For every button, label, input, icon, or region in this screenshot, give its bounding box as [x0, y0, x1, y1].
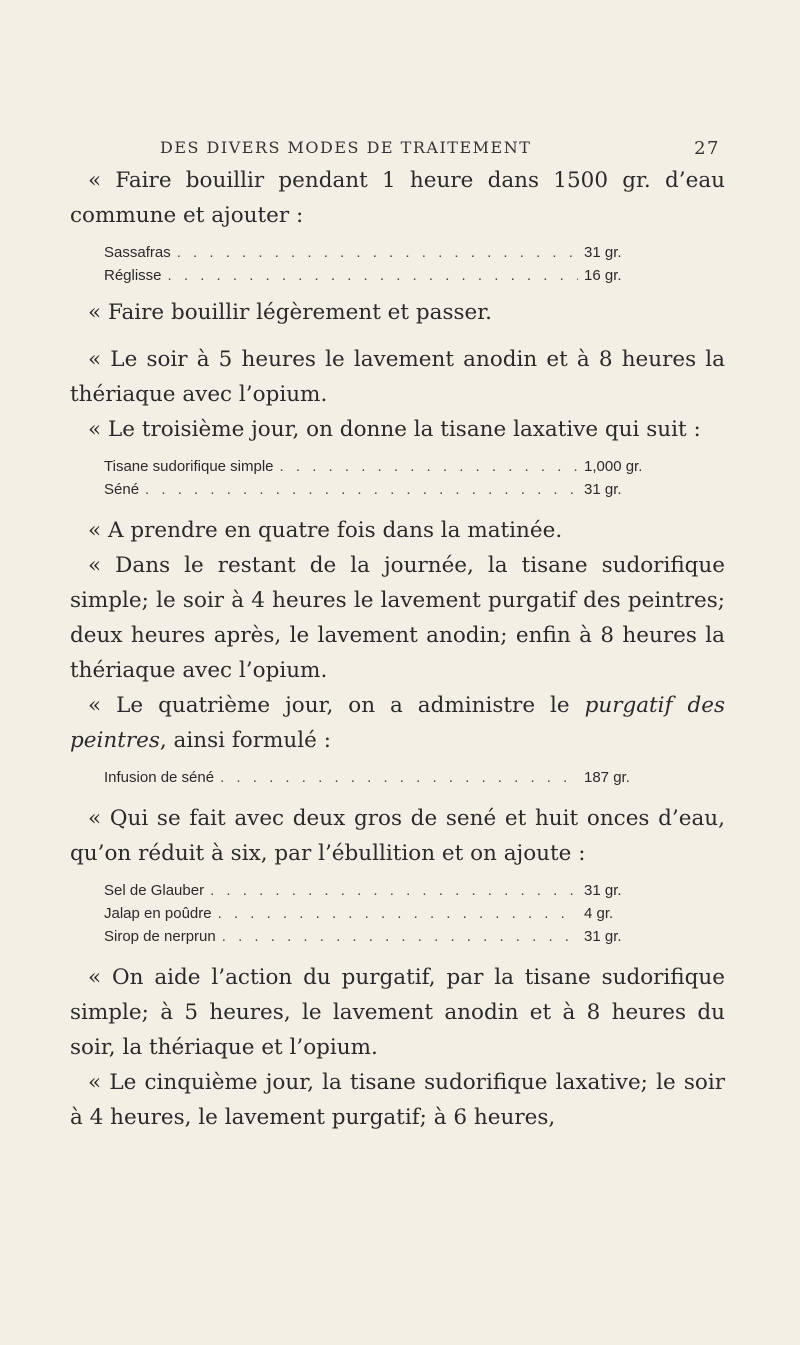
italic-term: purgatif des peintres: [70, 693, 726, 753]
ingredient-name: Infusion de séné: [104, 769, 215, 786]
ingredient-name: Sel de Glauber: [104, 882, 205, 899]
recipe-row: [104, 879, 664, 902]
paragraph: « Le troisième jour, on donne la tisane laxative qui suit :: [88, 417, 701, 442]
ingredient-qty: 4 gr.: [584, 905, 614, 922]
ingredient-qty: 31 gr.: [584, 928, 622, 945]
leader-dots: [145, 478, 578, 501]
recipe-row: [104, 478, 664, 501]
paragraph: « Dans le restant de la journée, la tisane sudorifique simple; le soir à 4 heures le lavement purgatif des peintres; deux heures après, le lavement anodin; enfin à 8 heures la thériaque avec l’opium.: [70, 553, 725, 683]
running-title: DES DIVERS MODES DE TRAITEMENT: [160, 138, 532, 157]
paragraph-text: , ainsi formulé :: [159, 728, 331, 753]
ingredient-qty: 31 gr.: [584, 882, 622, 899]
recipe-list-4: [70, 879, 664, 948]
recipe-list-2: [70, 455, 664, 501]
recipe-row: [104, 902, 664, 925]
ingredient-name: Réglisse: [104, 267, 162, 284]
leader-dots: [177, 241, 578, 264]
recipe-row: [104, 766, 664, 789]
paragraph: « Le soir à 5 heures le lavement anodin et à 8 heures la thériaque avec l’opium.: [70, 347, 725, 407]
ingredient-qty: 16 gr.: [584, 267, 622, 284]
recipe-list-1: [70, 241, 664, 287]
leader-dots: [220, 766, 578, 789]
paragraph: « On aide l’action du purgatif, par la tisane sudorifique simple; à 5 heures, le lavement anodin et à 8 heures du soir, la thériaque et l’opium.: [70, 965, 725, 1060]
ingredient-qty: 1,000 gr.: [584, 458, 643, 475]
paragraph: [70, 688, 725, 758]
recipe-row: [104, 455, 664, 478]
recipe-list-3: [70, 766, 664, 789]
page-body: [70, 163, 725, 1135]
ingredient-name: Sirop de nerprun: [104, 928, 216, 945]
paragraph: « Qui se fait avec deux gros de sené et huit onces d’eau, qu’on réduit à six, par l’ébullition et on ajoute :: [70, 806, 725, 866]
recipe-row: [104, 241, 664, 264]
ingredient-name: Tisane sudorifique simple: [104, 458, 274, 475]
page-number: 27: [694, 138, 720, 159]
recipe-row: [104, 264, 664, 287]
ingredient-qty: 31 gr.: [584, 481, 622, 498]
paragraph: « Faire bouillir pendant 1 heure dans 1500 gr. d’eau commune et ajouter :: [70, 168, 725, 228]
leader-dots: [210, 879, 578, 902]
ingredient-qty: 31 gr.: [584, 244, 622, 261]
leader-dots: [280, 455, 578, 478]
leader-dots: [168, 264, 578, 287]
ingredient-name: Sassafras: [104, 244, 171, 261]
ingredient-name: Jalap en poûdre: [104, 905, 212, 922]
leader-dots: [222, 925, 578, 948]
paragraph: « A prendre en quatre fois dans la matinée.: [88, 518, 563, 543]
paragraph-text: « Le quatrième jour, on a administre le: [88, 693, 585, 718]
paragraph: « Faire bouillir légèrement et passer.: [88, 300, 492, 325]
ingredient-name: Séné: [104, 481, 140, 498]
ingredient-qty: 187 gr.: [584, 769, 630, 786]
leader-dots: [218, 902, 578, 925]
recipe-row: [104, 925, 664, 948]
paragraph: « Le cinquième jour, la tisane sudorifique laxative; le soir à 4 heures, le lavement purgatif; à 6 heures,: [70, 1070, 725, 1130]
